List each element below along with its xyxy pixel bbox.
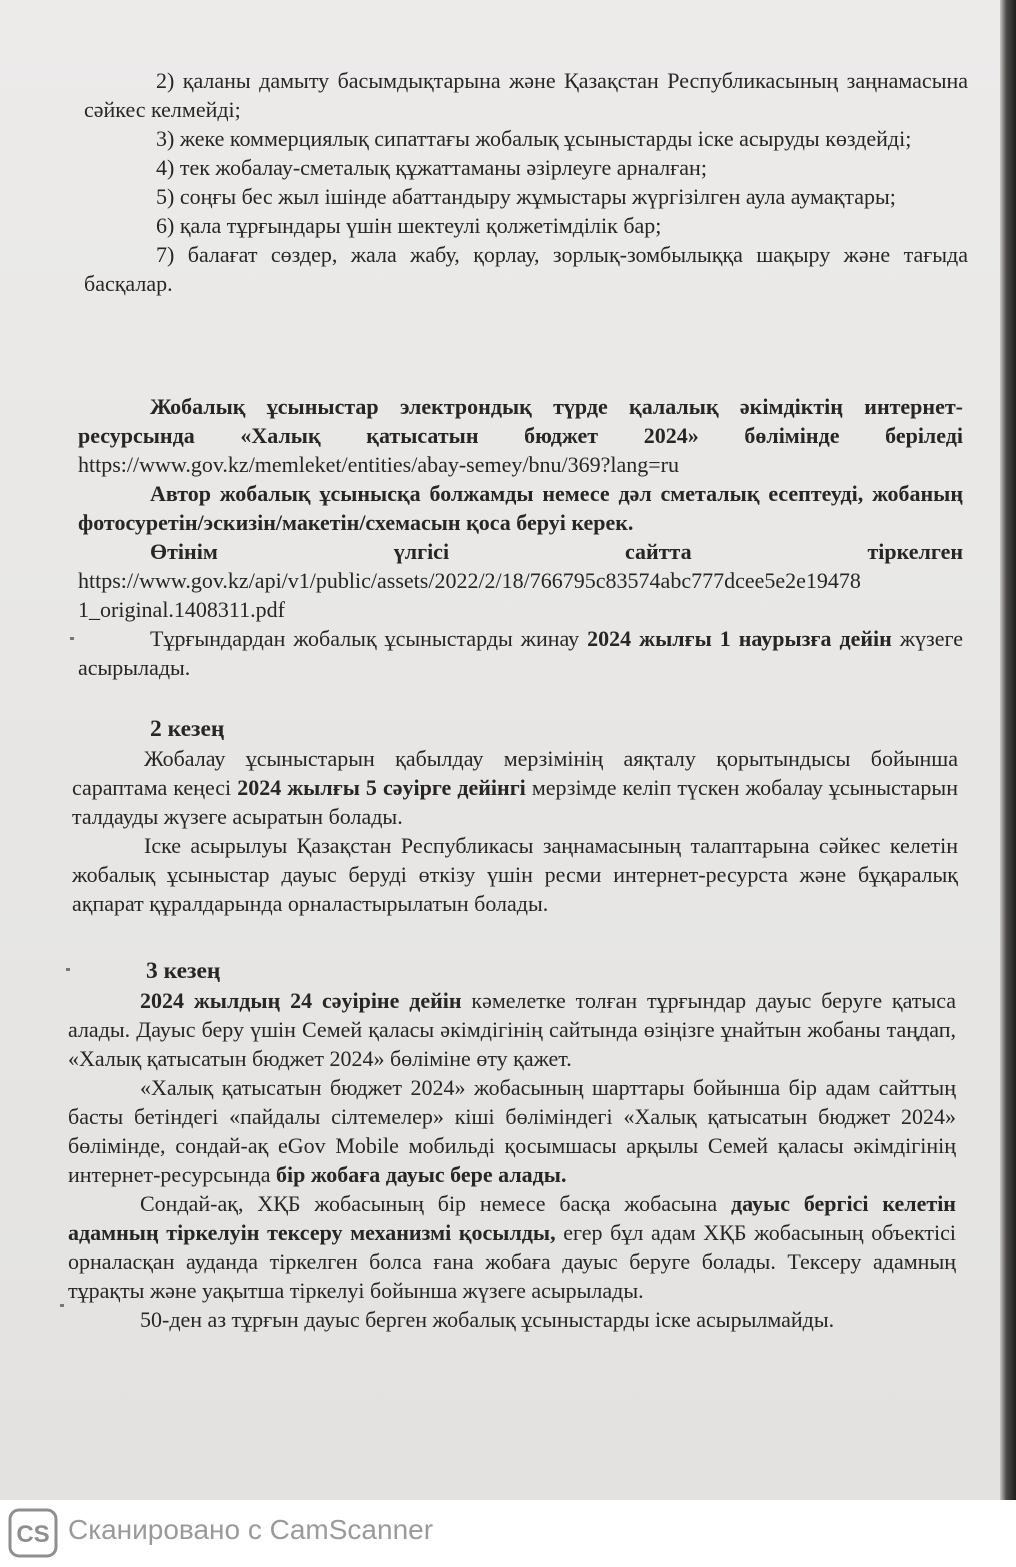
stage-3-heading: 3 кезең <box>146 958 221 984</box>
list-item: 5) соңғы бес жыл ішінде абаттандыру жұмыстары жүргізілген аула аумақтары; <box>156 184 896 209</box>
submission-section <box>78 392 963 682</box>
stage-2-section <box>72 715 958 918</box>
submission-info: Жобалық ұсыныстар электрондық түрде қалалық әкімдіктің интернет-ресурсында «Халық қатысатын бюджет 2024» бөлімінде беріледі https://www.gov.kz/memleket/entities/abay-semey/bnu/369?lang=ru <box>78 394 963 477</box>
list-item: 2) қаланы дамыту басымдықтарына және Қазақстан Республикасының заңнамасына сәйкес келмейді; <box>84 68 969 122</box>
author-note: Автор жобалық ұсынысқа болжамды немесе дәл сметалық есептеуді, жобаның фотосуретін/эскизін/макетін/схемасын қоса беруі керек. <box>78 481 963 535</box>
sample-form-url: https://www.gov.kz/api/v1/public/assets/2022/2/18/766795c83574abc777dcee5e2e19478 1_original.1408311.pdf <box>78 568 861 622</box>
criteria-list <box>84 66 968 298</box>
stage-2-paragraph: Жобалау ұсыныстарын қабылдау мерзімінің аяқталу қорытындысы бойынша сараптама кеңесі 2024 жылғы 5 сәуірге дейінгі мерзімде келіп түскен жобалау ұсыныстарын талдауды жүзеге асыратын болады. <box>72 746 958 829</box>
page-shadow-edge <box>1000 0 1016 1500</box>
list-item: 4) тек жобалау-сметалық құжаттаманы әзірлеуге арналған; <box>156 155 707 180</box>
camscanner-logo-icon <box>8 1508 58 1558</box>
collection-deadline: Тұрғындардан жобалық ұсыныстарды жинау 2024 жылғы 1 наурызға дейін жүзеге асырылады. <box>78 626 963 680</box>
submission-url: https://www.gov.kz/memleket/entities/abay-semey/bnu/369?lang=ru <box>78 452 679 477</box>
stage-3-paragraph: «Халық қатысатын бюджет 2024» жобасының шарттары бойынша бір адам сайттың басты бетіндегі «пайдалы сілтемелер» кіші бөліміндегі «Халық қатысатын бюджет 2024» бөлімінде, сондай-ақ eGov Mobile мобильді қосымшасы арқылы Семей қаласы әкімдігінің интернет-ресурсында бір жобаға дауыс бере алады. <box>68 1075 956 1187</box>
camscanner-footer <box>0 1500 1016 1567</box>
list-item: 6) қала тұрғындары үшін шектеулі қолжетімділік бар; <box>156 213 662 238</box>
camscanner-label: Сканировано с CamScanner <box>68 1514 434 1545</box>
stage-3-section <box>68 957 956 1334</box>
stage-2-paragraph: Іске асырылуы Қазақстан Республикасы заңнамасының талаптарына сәйкес келетін жобалық ұсыныстар дауыс беруді өткізу үшін ресми интернет-ресурста және бұқаралық ақпарат құралдарында орналастырылатын болады. <box>72 833 958 916</box>
stage-3-paragraph: 50-ден аз тұрғын дауыс берген жобалық ұсыныстарды іске асырылмайды. <box>140 1307 835 1332</box>
stage-3-paragraph: Сондай-ақ, ХҚБ жобасының бір немесе басқа жобасына дауыс бергісі келетін адамның тіркелуін тексеру механизмі қосылды, егер бұл адам ХҚБ жобасының объектісі орналасқан ауданда тіркелген болса ғана жобаға дауыс беруге болады. Тексеру адамның тұрақты және уақытша тіркелуі бойынша жүзеге асырылады. <box>68 1191 957 1303</box>
sample-form-line: Өтінім үлгісі сайтта тіркелген <box>150 539 964 564</box>
stage-2-heading: 2 кезең <box>150 716 225 742</box>
list-item: 3) жеке коммерциялық сипаттағы жобалық ұсыныстарды іске асыруды көздейді; <box>156 126 912 151</box>
scan-speck <box>60 1304 64 1307</box>
list-item: 7) балағат сөздер, жала жабу, қорлау, зорлық-зомбылыққа шақыру және тағыда басқалар. <box>84 242 968 296</box>
scan-speck <box>70 637 74 640</box>
camscanner-logo-text: CS <box>16 1521 50 1548</box>
stage-3-paragraph: 2024 жылдың 24 сәуіріне дейін кәмелетке толған тұрғындар дауыс беруге қатыса алады. Дауыс беру үшін Семей қаласы әкімдігінің сайтында өзіңізге ұнайтын жобаны таңдап, «Халық қатысатын бюджет 2024» бөліміне өту қажет. <box>68 988 956 1071</box>
